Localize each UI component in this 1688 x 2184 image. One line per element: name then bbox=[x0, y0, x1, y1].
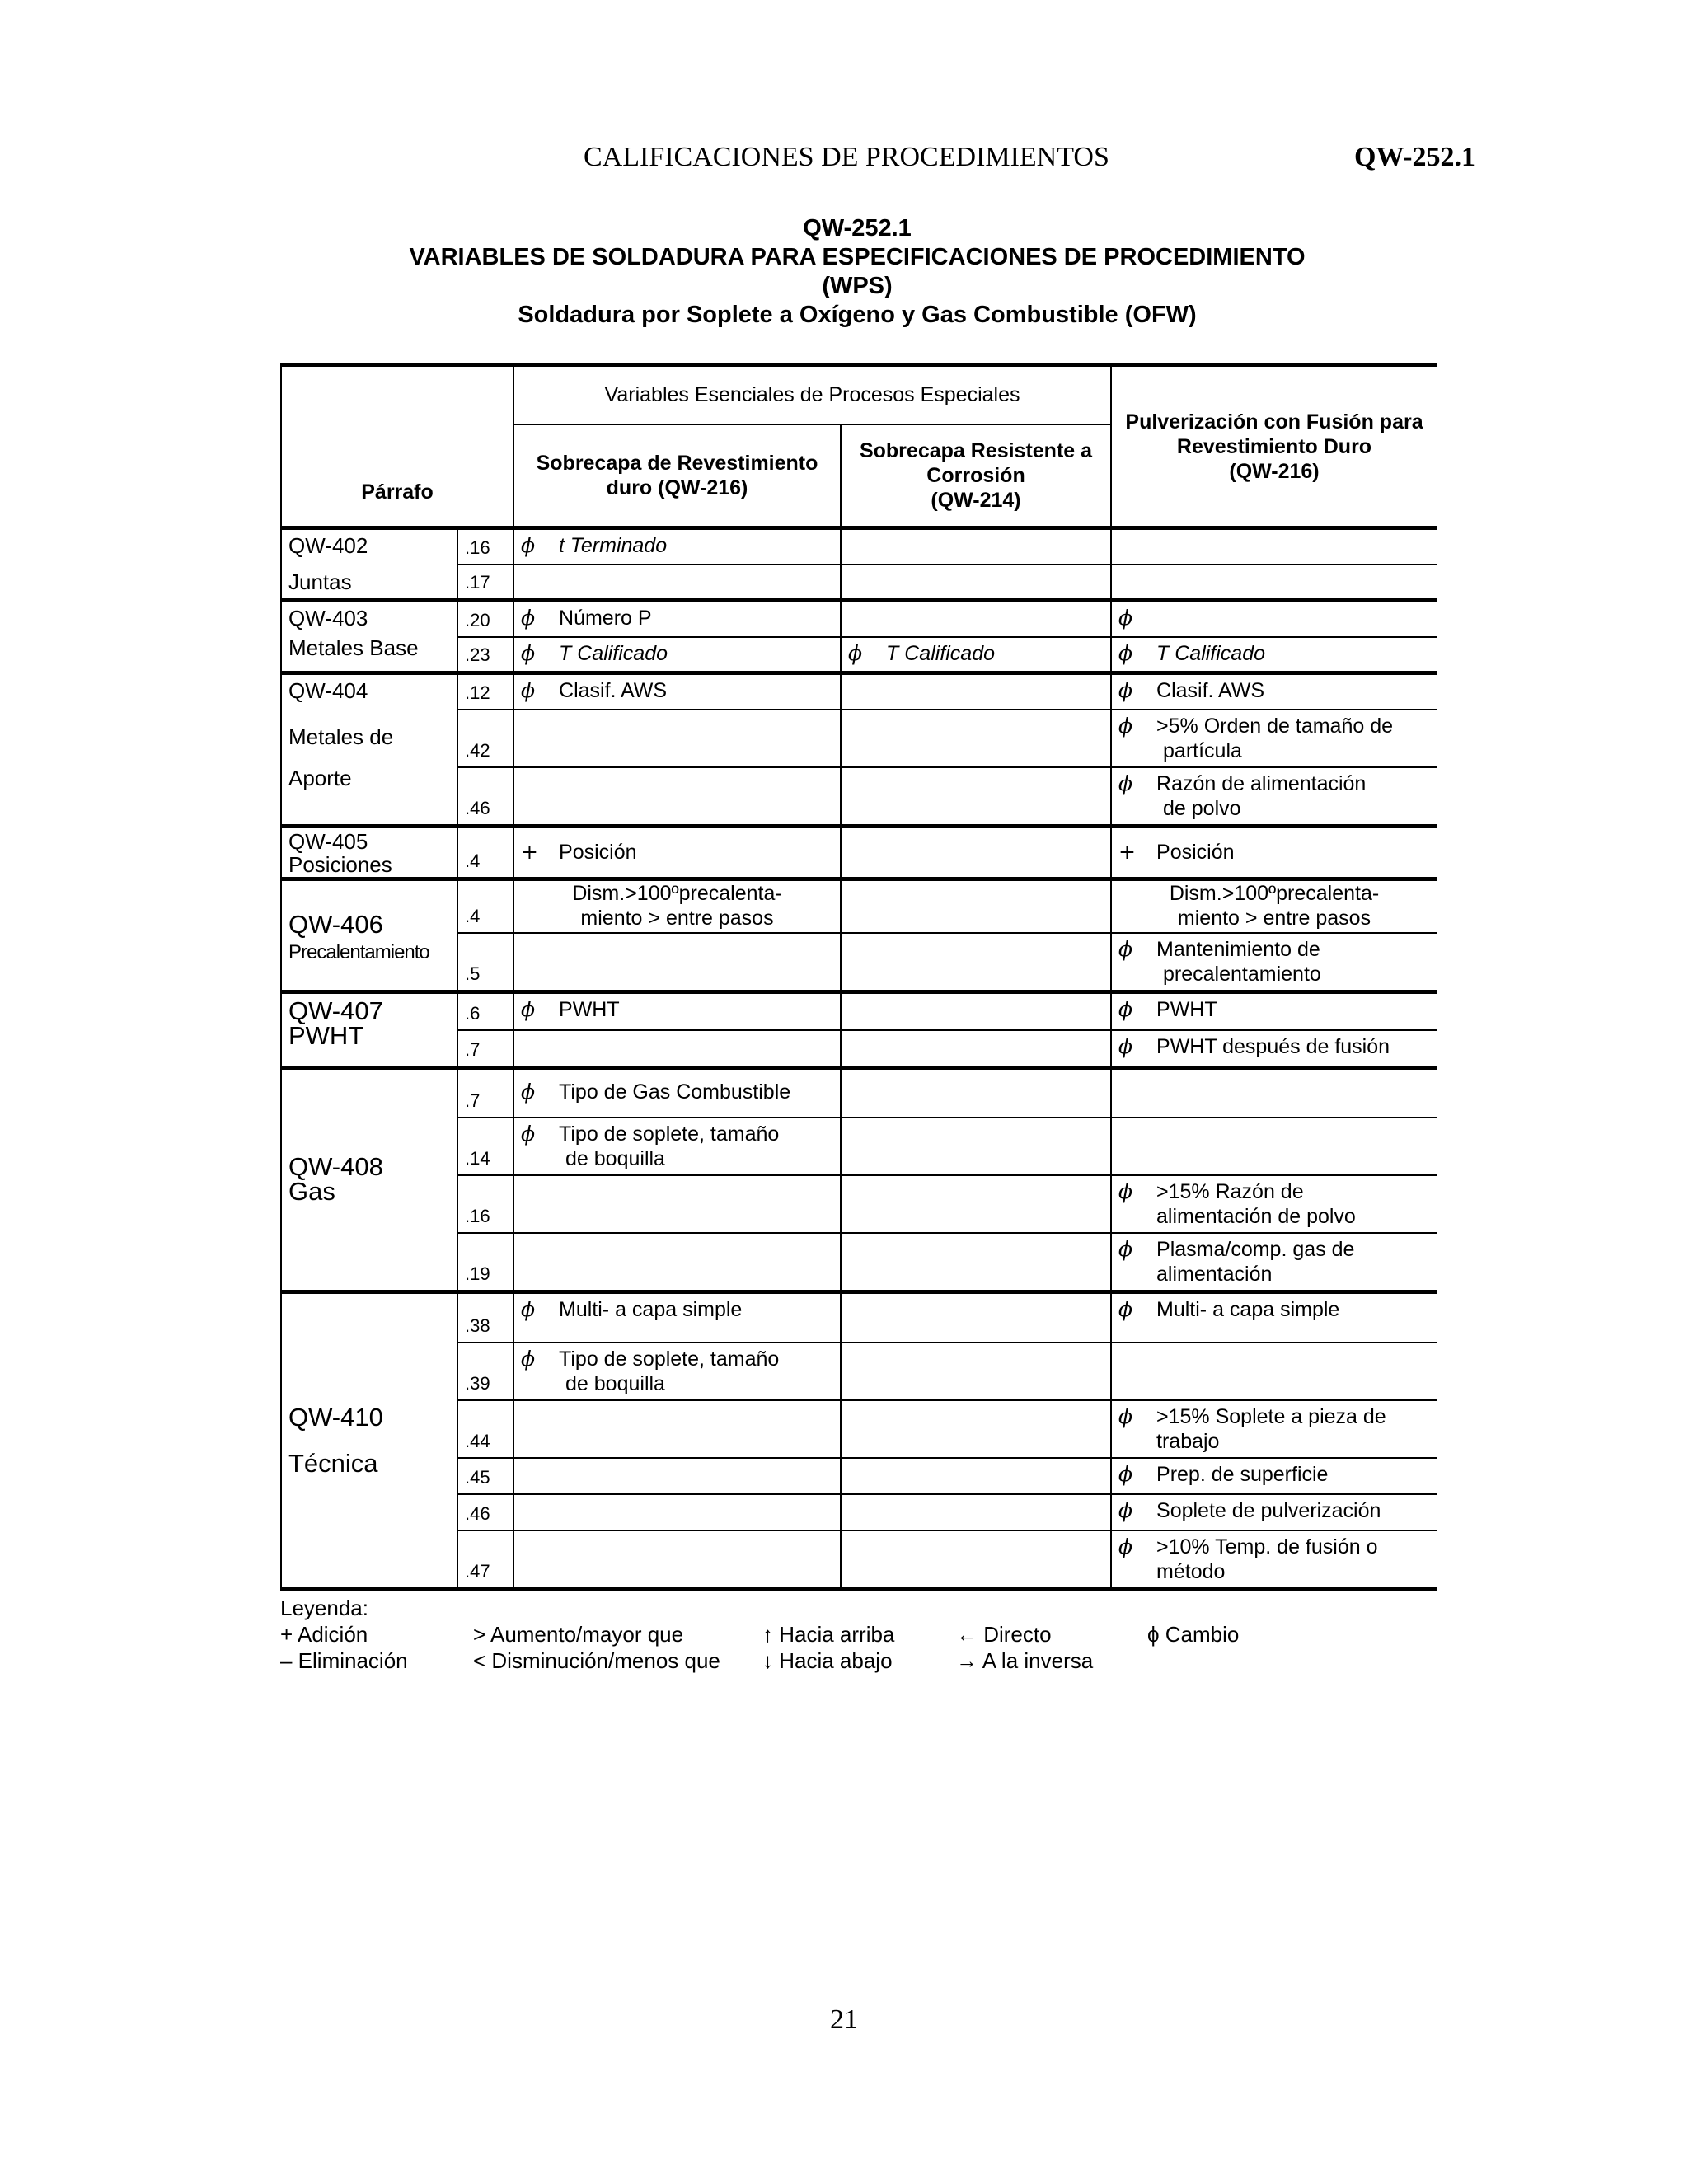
var-number: .4 bbox=[457, 879, 513, 933]
var-number: .6 bbox=[457, 992, 513, 1030]
cell-c3: ϕ PWHT después de fusión bbox=[1111, 1030, 1437, 1068]
cell-c2 bbox=[841, 826, 1111, 879]
cell-c2 bbox=[841, 1530, 1111, 1590]
var-number: .14 bbox=[457, 1118, 513, 1175]
header-col2: Sobrecapa Resistente a Corrosión (QW-214) bbox=[841, 424, 1111, 528]
cell-c2 bbox=[841, 1343, 1111, 1400]
cell-c3: ϕ Clasif. AWS bbox=[1111, 673, 1437, 710]
cell-c2 bbox=[841, 1118, 1111, 1175]
cell-c1: ϕ t Terminado bbox=[513, 528, 841, 565]
cell-c3 bbox=[1111, 1343, 1437, 1400]
header-col1: Sobrecapa de Revestimiento duro (QW-216) bbox=[513, 424, 841, 528]
cell-c2 bbox=[841, 601, 1111, 637]
var-number: .47 bbox=[457, 1530, 513, 1590]
cell-c1 bbox=[513, 767, 841, 827]
cell-c1: ϕ Tipo de soplete, tamaño de boquilla bbox=[513, 1343, 841, 1400]
var-number: .5 bbox=[457, 933, 513, 992]
cell-c3: ϕ Mantenimiento de precalentamiento bbox=[1111, 933, 1437, 992]
cell-c2 bbox=[841, 767, 1111, 827]
var-number: .4 bbox=[457, 826, 513, 879]
cell-c1 bbox=[513, 1030, 841, 1068]
cell-c3: ϕ >15% Soplete a pieza de trabajo bbox=[1111, 1400, 1437, 1458]
cell-c3: ϕ Razón de alimentación de polvo bbox=[1111, 767, 1437, 827]
paragraph-qw406: QW-406 Precalentamiento bbox=[281, 879, 457, 992]
paragraph-qw402: QW-402 Juntas bbox=[281, 528, 457, 601]
cell-c1: ϕ Número P bbox=[513, 601, 841, 637]
paragraph-qw410: QW-410 Técnica bbox=[281, 1291, 457, 1590]
cell-c2 bbox=[841, 710, 1111, 767]
cell-c3 bbox=[1111, 565, 1437, 601]
cell-c3: ϕ >5% Orden de tamaño de partícula bbox=[1111, 710, 1437, 767]
legend-add: + Adición bbox=[280, 1622, 368, 1647]
cell-c3 bbox=[1111, 1118, 1437, 1175]
table-title-line2: (WPS) bbox=[822, 273, 893, 299]
legend-up: ↑ Hacia arriba bbox=[762, 1622, 895, 1647]
cell-c3: ϕ >15% Razón de alimentación de polvo bbox=[1111, 1175, 1437, 1233]
legend-direct: ← Directo bbox=[956, 1622, 1052, 1647]
header-col3: Pulverización con Fusión para Revestimiento Duro (QW-216) bbox=[1111, 365, 1437, 528]
var-number: .42 bbox=[457, 710, 513, 767]
var-number: .45 bbox=[457, 1458, 513, 1494]
paragraph-qw404: QW-404 Metales de Aporte bbox=[281, 673, 457, 827]
cell-c1 bbox=[513, 1458, 841, 1494]
var-number: .16 bbox=[457, 528, 513, 565]
welding-variables-table bbox=[280, 363, 1437, 1591]
cell-c1 bbox=[513, 1530, 841, 1590]
cell-c3 bbox=[1111, 528, 1437, 565]
var-number: .7 bbox=[457, 1030, 513, 1068]
var-number: .12 bbox=[457, 673, 513, 710]
var-number: .46 bbox=[457, 1494, 513, 1530]
var-number: .38 bbox=[457, 1291, 513, 1343]
cell-c3: ϕ Plasma/comp. gas de alimentación bbox=[1111, 1233, 1437, 1292]
cell-c3: ϕ >10% Temp. de fusión o método bbox=[1111, 1530, 1437, 1590]
cell-c1 bbox=[513, 1400, 841, 1458]
table-code: QW-252.1 bbox=[803, 215, 912, 241]
legend-greater: > Aumento/mayor que bbox=[473, 1622, 684, 1647]
cell-c3: + Posición bbox=[1111, 826, 1437, 879]
cell-c1: ϕ Clasif. AWS bbox=[513, 673, 841, 710]
cell-c3: ϕ Soplete de pulverización bbox=[1111, 1494, 1437, 1530]
var-number: .7 bbox=[457, 1068, 513, 1118]
var-number: .17 bbox=[457, 565, 513, 601]
table-title-line1: VARIABLES DE SOLDADURA PARA ESPECIFICACIONES DE PROCEDIMIENTO bbox=[409, 244, 1306, 270]
cell-c1: ϕ Tipo de soplete, tamaño de boquilla bbox=[513, 1118, 841, 1175]
header-parrafo: Párrafo bbox=[281, 365, 513, 528]
legend-inverse: → A la inversa bbox=[956, 1648, 1094, 1673]
cell-c2: ϕ T Calificado bbox=[841, 637, 1111, 673]
cell-c1 bbox=[513, 1233, 841, 1292]
var-number: .19 bbox=[457, 1233, 513, 1292]
cell-c1 bbox=[513, 1494, 841, 1530]
header-group-label: Variables Esenciales de Procesos Especiales bbox=[513, 365, 1111, 424]
cell-c2 bbox=[841, 673, 1111, 710]
paragraph-qw403: QW-403 Metales Base bbox=[281, 601, 457, 673]
cell-c2 bbox=[841, 1175, 1111, 1233]
cell-c1: Dism.>100ºprecalenta- miento > entre pasos bbox=[513, 879, 841, 933]
cell-c1 bbox=[513, 710, 841, 767]
cell-c3: ϕ Prep. de superficie bbox=[1111, 1458, 1437, 1494]
paragraph-qw408: QW-408 Gas bbox=[281, 1068, 457, 1292]
var-number: .20 bbox=[457, 601, 513, 637]
legend-less: < Disminución/menos que bbox=[473, 1648, 720, 1673]
running-header-code: QW-252.1 bbox=[1354, 142, 1476, 172]
cell-c2 bbox=[841, 1494, 1111, 1530]
cell-c2 bbox=[841, 1291, 1111, 1343]
var-number: .39 bbox=[457, 1343, 513, 1400]
var-number: .23 bbox=[457, 637, 513, 673]
cell-c1: ϕ Multi- a capa simple bbox=[513, 1291, 841, 1343]
cell-c3: ϕ bbox=[1111, 601, 1437, 637]
var-number: .44 bbox=[457, 1400, 513, 1458]
cell-c2 bbox=[841, 1233, 1111, 1292]
legend-delete: – Eliminación bbox=[280, 1648, 408, 1673]
cell-c1: ϕ PWHT bbox=[513, 992, 841, 1030]
table-title-block bbox=[280, 214, 1434, 330]
cell-c3: ϕ T Calificado bbox=[1111, 637, 1437, 673]
cell-c1: ϕ Tipo de Gas Combustible bbox=[513, 1068, 841, 1118]
cell-c2 bbox=[841, 992, 1111, 1030]
cell-c3: Dism.>100ºprecalenta- miento > entre pasos bbox=[1111, 879, 1437, 933]
cell-c2 bbox=[841, 879, 1111, 933]
cell-c1: + Posición bbox=[513, 826, 841, 879]
cell-c3: ϕ Multi- a capa simple bbox=[1111, 1291, 1437, 1343]
paragraph-qw407: QW-407 PWHT bbox=[281, 992, 457, 1068]
table-title-line3: Soldadura por Soplete a Oxígeno y Gas Combustible (OFW) bbox=[518, 302, 1197, 328]
cell-c3: ϕ PWHT bbox=[1111, 992, 1437, 1030]
cell-c2 bbox=[841, 933, 1111, 992]
cell-c1 bbox=[513, 565, 841, 601]
cell-c2 bbox=[841, 1068, 1111, 1118]
legend-change: ϕ Cambio bbox=[1147, 1622, 1240, 1647]
cell-c2 bbox=[841, 1458, 1111, 1494]
var-number: .46 bbox=[457, 767, 513, 827]
page-number: 21 bbox=[830, 2004, 858, 2035]
cell-c1: ϕ T Calificado bbox=[513, 637, 841, 673]
cell-c1 bbox=[513, 1175, 841, 1233]
running-header-title: CALIFICACIONES DE PROCEDIMIENTOS bbox=[584, 142, 1109, 172]
cell-c3 bbox=[1111, 1068, 1437, 1118]
paragraph-qw405: QW-405 Posiciones bbox=[281, 826, 457, 879]
cell-c2 bbox=[841, 1400, 1111, 1458]
cell-c2 bbox=[841, 1030, 1111, 1068]
cell-c2 bbox=[841, 565, 1111, 601]
cell-c1 bbox=[513, 933, 841, 992]
legend-title: Leyenda: bbox=[280, 1596, 368, 1620]
legend-down: ↓ Hacia abajo bbox=[762, 1648, 893, 1673]
var-number: .16 bbox=[457, 1175, 513, 1233]
cell-c2 bbox=[841, 528, 1111, 565]
